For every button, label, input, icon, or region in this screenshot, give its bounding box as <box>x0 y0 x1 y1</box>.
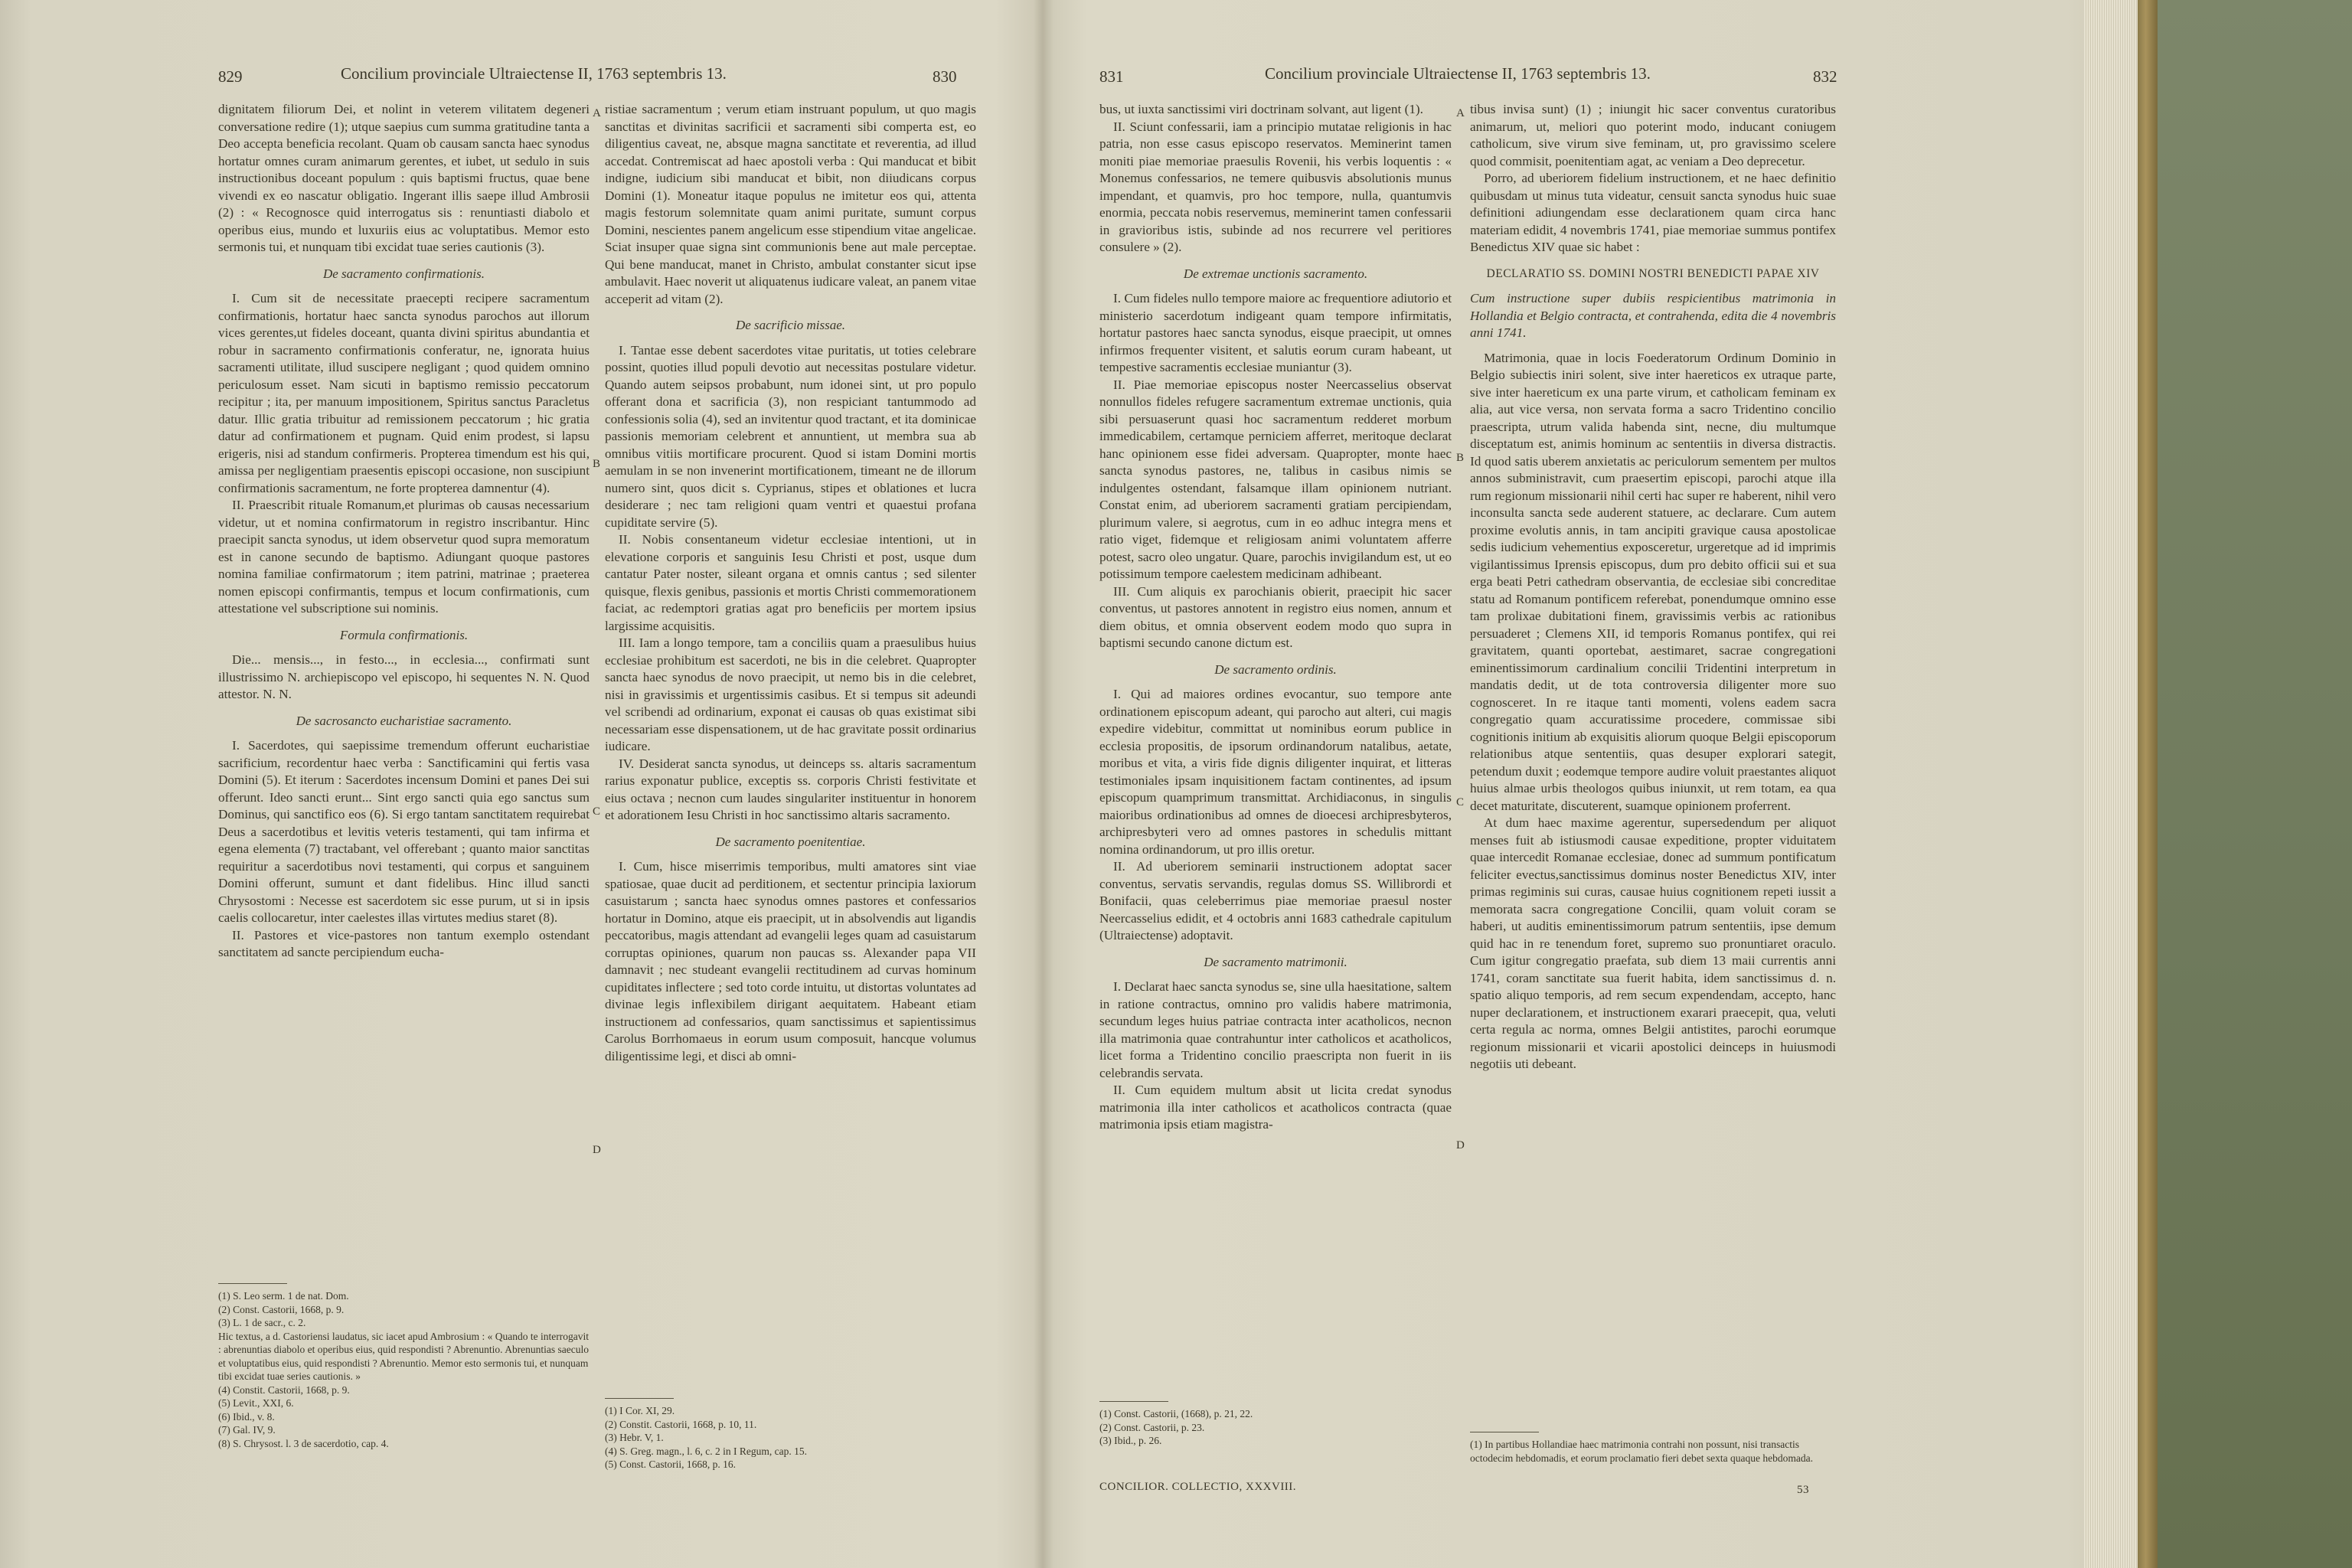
paragraph: IV. Desiderat sancta synodus, ut deinceps ss. altaris sacramentum rarius exponatur publice, exceptis ss. corporis Christi festivitate et eius octava ; necnon cum laudes singulariter instituentur in honorem et adorationem Iesu Christi in hoc sanctissimo altaris sacramento. <box>605 756 976 822</box>
section-heading: De sacramento matrimonii. <box>1204 954 1348 969</box>
page-number: 831 <box>1099 67 1124 86</box>
footnote: (7) Gal. IV, 9. <box>218 1424 276 1436</box>
left-page <box>0 0 1037 1568</box>
footnote-rule <box>605 1398 674 1399</box>
footnote: (3) L. 1 de sacr., c. 2. <box>218 1317 306 1328</box>
footnote-rule <box>218 1283 287 1284</box>
text-column-left <box>218 101 590 962</box>
paragraph: I. Cum sit de necessitate praecepti recipere sacramentum confirmationis, hortatur haec sancta synodus parochos aut illorum vices gerentes,ut fideles doceant, quanta divini spiritus abundantia et robur in sacramento confirmationis conferatur, ne, ignorata huius sacramenti utilitate, illud suscipere negligant ; quod quidem omnino periculosum esset. Nam sicuti in baptismo remissio peccatorum recipitur ; ita, per manuum impositionem, Spiritus sanctus Paracletus datur. Illic gratia tribuitur ad remissionem peccatorum ; hic gratia datur ad confirmationem et pugnam. Quid enim prodest, si lapsu erigeris, nisi ad standum confirmeris. Propterea timendum est his qui, amissa per negligentiam praesentis episcopi occasione, non suscipiunt confirmationis sacramentum, ne forte propterea damnentur (4). <box>218 291 590 495</box>
signature-mark: CONCILIOR. COLLECTIO, XXXVIII. <box>1099 1481 1297 1493</box>
footnote: (1) Const. Castorii, (1668), p. 21, 22. <box>1099 1408 1253 1419</box>
section-heading: De sacramento poenitentiae. <box>715 834 866 849</box>
paragraph: II. Nobis consentaneum videtur ecclesiae intentioni, ut in elevatione corporis et sanguinis Iesu Christi et post, usque dum cantatur Pater noster, sileant organa et omnis cantus ; sed silenter quisque, flexis genibus, passionis et mortis Christi commemorationem faciat, ac redemptori gratias agat pro beneficiis per mortem ipsius largissime acquisitis. <box>605 532 976 633</box>
footnote: Hic textus, a d. Castoriensi laudatus, sic iacet apud Ambrosium : « Quando te interrogavit : abrenuntias diabolo et operibus eius, quid respondisti ? Abrenuntio. Abrenuntias saeculo et voluptatibus eius, quid respondisti ? Abrenuntio. Memor esto sermonis tui, et nunquam tibi excidat tuae series cautionis. » <box>218 1330 590 1382</box>
signature-number: 53 <box>1797 1484 1809 1496</box>
text-column-left <box>1099 101 1452 1134</box>
paragraph: II. Pastores et vice-pastores non tantum exemplo ostendant sanctitatem ad sancte percipiendum eucha- <box>218 927 590 959</box>
footnotes-left <box>1099 1407 1452 1448</box>
footnote: (3) Hebr. V, 1. <box>605 1432 664 1443</box>
page-number: 832 <box>1813 67 1838 86</box>
footnote: (1) S. Leo serm. 1 de nat. Dom. <box>218 1290 349 1302</box>
footnotes-right <box>1470 1438 1836 1465</box>
paragraph: II. Praescribit rituale Romanum,et plurimas ob causas necessarium videtur, ut et nomina confirmatorum in registro inscribantur. Hinc praecipit sancta synodus, ut idem observetur quod supra memoratum est in canone secundo de baptismo. Adiungant quoque pastores nomina familiae confirmatorum ; item patrini, matrinae ; praeterea nomen episcopi confirmantis, tempus et locum confirmationis, cum attestatione vel subscriptione sui nominis. <box>218 498 590 616</box>
text-column-right <box>1470 101 1836 1073</box>
margin-letter: A <box>1456 107 1465 119</box>
footnote: (3) Ibid., p. 26. <box>1099 1435 1162 1446</box>
paragraph: tibus invisa sunt) (1) ; iniungit hic sacer conventus curatoribus animarum, ut, meliori quo poterint modo, inducant coniugem catholicum, sive virum sive feminam, ut, pro gravissimo scelere quod commisit, poenitentiam agat, ac veniam a Deo deprecetur. <box>1470 102 1836 168</box>
paragraph: dignitatem filiorum Dei, et nolint in veterem vilitatem degeneri conversatione redire (1); utque saepius cum summa gratitudine tanta a Deo accepta beneficia recolant. Quam ob causam sancta haec synodus hortatur omnes curam animarum gerentes, et iubet, ut sedulo in suis instructionibus doceant populum : quis baptismi fructus, quae bene vivendi ex eo nascatur obligatio. Ingerant illis saepe illud Ambrosii (2) : « Recognosce quid interrogatus sis : renuntiasti diabolo et operibus eius, mundo et luxuriis eius ac voluptatibus. Memor esto sermonis tui, et nunquam tibi excidat tuae series cautionis (3). <box>218 102 590 254</box>
paragraph: bus, ut iuxta sanctissimi viri doctrinam solvant, aut ligent (1). <box>1099 102 1423 116</box>
margin-letter: C <box>593 805 601 818</box>
footnote: (5) Const. Castorii, 1668, p. 16. <box>605 1459 736 1470</box>
paragraph: I. Cum fideles nullo tempore maiore ac frequentiore adiutorio et ministerio sacerdotum indigeant quam tempore infirmitatis, hortatur pastores haec sancta synodus, eisque praecipit, ut omnes infirmos frequenter visitent, et salutis eorum curam habeant, ut tempestive sacramentis ecclesiae muniantur (3). <box>1099 291 1452 374</box>
margin-letter: C <box>1456 796 1465 808</box>
section-heading: Formula confirmationis. <box>339 627 469 642</box>
footnote: (1) In partibus Hollandiae haec matrimonia contrahi non possunt, nisi transactis octodecim hebdomadis, et eorum proclamatio fieri debet sexta quaque hebdomada. <box>1470 1439 1813 1464</box>
footnotes-right <box>605 1404 976 1472</box>
page-number: 829 <box>218 67 243 86</box>
page-number: 830 <box>933 67 957 86</box>
paragraph: I. Tantae esse debent sacerdotes vitae puritatis, ut toties celebrare possint, quoties illud populi devotio aut necessitas postulare videtur. Quando autem seipsos probabunt, num idonei sint, ut pro populo offerant dona et sacrificia (3), non respiciant tantummodo ad confessionis solia (4), sed an invitentur quod tractant, et ita dominicae passionis memoriam celebrent et annuntient, ut membra sua ab omnibus vitiis mortificare procurent. Quod si istam Domini mortis aemulam in se non invenerint mortificationem, timeant ne de illorum numero sint, quos dicit s. Cyprianus, stipes et oblationes et lucra desiderare ; nec tam religioni quam ventri et quaestui profana cupiditate servire (5). <box>605 342 976 530</box>
page-edges <box>2084 0 2138 1568</box>
footnote: (6) Ibid., v. 8. <box>218 1410 275 1423</box>
footnote: (1) I Cor. XI, 29. <box>605 1405 675 1416</box>
paragraph: Matrimonia, quae in locis Foederatorum Ordinum Dominio in Belgio subiectis iniri solent, sive inter haereticos ex utraque parte, sive inter haereticum ex una parte virum, et catholicam feminam ex alia, aut vice versa, non servata forma a sacro Tridentino concilio praescripta, utrum valida habenda sint, necne, diu multumque disceptatum est, animis hominum ac sententiis in diversa distractis. Id quod satis uberem anxietatis ac periculorum sementem per multos annos subministravit, cum praesertim episcopi, parochi atque illa rum regionum missionarii nihil certi hac super re haberent, nihil vero inconsulta sancta sede auderent statuere, ac declarare. Cum autem proxime evolutis annis, in tam ancipiti gravique causa apostolicae sedis iudicium vehementius exposceretur, urgeretque ad id imprimis vigilantissimus Iprensis episcopus, dum pro debito officii sui et sua erga beati Petri cathedram observantia, de ecclesiae sibi concreditae statu ad Romanum pontificem referebat, ponendumque omnino esse tam prolixae dubitationi finem, gravissimis verbis ac rationibus persuaderet ; Clemens XII, id temporis Romanus pontifex, qui rei gravitatem, quanti oportebat, aestimaret, sacrae congregationi eminentissimorum cardinalium concilii Tridentini interpretum in mandatis dedit, ut de tota controversia diligenter more suo cognosceret. In re itaque tanti momenti, volens eadem sacra congregatio quam accuratissime procedere, commissae sibi cognitionis initium ab exquisitis aliorum quoque Belgii episcoporum relationibus atque sententiis, quas desuper explorari sategit, petendum duxit ; eodemque tempore audire voluit praestantes aliquot huius almae urbis theologos quibus iniunxit, ut rem totam, ea qua decet maturitate, discuterent, suamque opinionem proferrent. <box>1470 350 1836 813</box>
section-heading: De sacramento ordinis. <box>1214 662 1337 677</box>
margin-letter: D <box>593 1144 601 1156</box>
footnote: (2) Const. Castorii, p. 23. <box>1099 1421 1205 1433</box>
paragraph: III. Cum aliquis ex parochianis obierit, praecipit hic sacer conventus, ut pastores annotent in registro eius nomen, annum et diem obitus, et omnia observent eodem modo quo supra in baptismi secundo canone dictum est. <box>1099 583 1452 650</box>
declaration-title: DECLARATIO SS. DOMINI NOSTRI BENEDICTI PAPAE XIV <box>1486 266 1820 280</box>
footnote: (5) Levit., XXI, 6. <box>218 1397 294 1409</box>
footnote: (2) Const. Castorii, 1668, p. 9. <box>218 1303 345 1315</box>
footnote: (4) S. Greg. magn., l. 6, c. 2 in I Regum, cap. 15. <box>605 1445 807 1457</box>
section-heading: De extremae unctionis sacramento. <box>1183 266 1368 281</box>
book-cover <box>2138 0 2158 1568</box>
footnote: (8) S. Chrysost. l. 3 de sacerdotio, cap. 4. <box>218 1437 389 1449</box>
paragraph: II. Piae memoriae episcopus noster Neercasselius observat nonnullos fideles refugere sacramentum extremae unctionis, quia sibi persuaserunt quasi hoc sacramentum redderet morbum immedicabilem, certamque perniciem afferret, meritoque declarat hanc opinionem esse fidei adversam. Quapropter, monte haec sancta synodus pastores, ne, talibus in casibus nimis se indulgentes ostendant, falsamque illam opinionem nutriant. Constat enim, ad uberiorem sacramenti gratiam percipiendam, plurimum valere, si aegrotus, cum in eo adhuc integra mens et ratio viget, fidemque et religiosam animi voluntatem afferre potest, sacro oleo ungatur. Quare, parochis invigilandum est, ut eo potissimum tempore caelestem medicinam adhibeant. <box>1099 377 1452 581</box>
section-heading: De sacrificio missae. <box>735 318 846 332</box>
footnote: (2) Constit. Castorii, 1668, p. 10, 11. <box>605 1418 757 1430</box>
paragraph: Die... mensis..., in festo..., in ecclesia..., confirmati sunt illustrissimo N. archiepiscopo vel episcopo, hi sequentes N. N. Quod attestor. N. N. <box>218 652 590 701</box>
section-heading: De sacramento confirmationis. <box>322 266 485 281</box>
footnotes-left <box>218 1289 590 1450</box>
paragraph: I. Declarat haec sancta synodus se, sine ulla haesitatione, saltem in ratione contractus, omnino pro validis habere matrimonia, secundum leges huius patriae contracta inter acatholicos, necnon illa matrimonia quae contrahuntur inter catholicos et acatholicos, licet forma a Tridentino concilio praescripta non fuerit in iis celebrandis servata. <box>1099 979 1452 1080</box>
footnote: (4) Constit. Castorii, 1668, p. 9. <box>218 1383 350 1396</box>
text-column-right <box>605 101 976 1065</box>
background <box>2158 0 2352 1568</box>
paragraph: III. Iam a longo tempore, tam a conciliis quam a praesulibus huius ecclesiae prohibitum est sacerdoti, ne bis in die celebret. Quapropter sancta haec synodus de novo praecipit, ut nemo bis in die celebret, nisi in gravissimis et urgentissimis casibus. Et si tempus sit adeundi vel scribendi ad ordinarium, exponat ei causas ob quas existimat sibi necessariam esse dispensationem, ut de hac gravitate possit ordinarius iudicare. <box>605 635 976 753</box>
margin-letter: B <box>1456 452 1465 464</box>
paragraph: ristiae sacramentum ; verum etiam instruant populum, ut quo magis sanctitas et divinitas sacrificii et sacramenti sibi comperta est, eo diligentius caveat, ne, absque magna sanctitate et reverentia, ad illud accedat. Contremiscat ad haec apostoli verba : Qui manducat et bibit indigne, iudicium sibi manducat et bibit, non diiudicans corpus Domini (1). Moneatur itaque populus ne imitetur eos qui, attenta magis festorum solemnitate quam animi puritate, sumunt corpus Domini, nescientes panem angelicum esse stipendium vitae angelicae. Sciat insuper quae signa sint communionis bene aut male perceptae. Qui bene manducat, manet in Christo, ambulat constanter sicut ipse ambulavit. Haec noverit ut aliquatenus iudicare valeat, an panem vitae acceperit ad vitam (2). <box>605 102 976 306</box>
paragraph: II. Cum equidem multum absit ut licita credat synodus matrimonia illa inter catholicos et acatholicos contracta (quae matrimonia ipsis etiam magistra- <box>1099 1083 1452 1132</box>
margin-letter: A <box>593 107 601 119</box>
paragraph: II. Ad uberiorem seminarii instructionem adoptat sacer conventus, servatis servandis, regulas domus SS. Willibrordi et Bonifacii, quas celeberrimus piae memoriae praesul noster Neercasselius edidit, et 4 octobris anni 1683 cathedrale capitulum (Ultraiectense) adoptavit. <box>1099 859 1452 942</box>
paragraph: I. Qui ad maiores ordines evocantur, suo tempore ante ordinationem episcopum adeant, qui parocho aut alteri, cui magis expedire videbitur, committat ut nominibus eorum publice in ecclesia propositis, de ipsorum ordinandorum natalibus, aetate, moribus et vita, a viris fide dignis diligenter inquirat, et litteras testimoniales ipsam inquisitionem factam continentes, ad ipsum episcopum quamprimum transmittat. Archidiaconus, in singulis maioribus ordinationibus ad omnes de dioecesi archipresbyteros, archipresbyteri vero ad omnes pastores in schedulis mittant nomina ordinandorum, ut pro illis oretur. <box>1099 687 1452 857</box>
running-header: Concilium provinciale Ultraiectense II, 1763 septembris 13. <box>1265 64 1651 83</box>
running-header: Concilium provinciale Ultraiectense II, 1763 septembris 13. <box>341 64 727 83</box>
section-heading: De sacrosancto eucharistiae sacramento. <box>296 713 512 728</box>
paragraph: I. Cum, hisce miserrimis temporibus, multi amatores sint viae spatiosae, quae ducit ad perditionem, et sectentur principia laxiorum casuistarum ; sancta haec synodus omnes pastores et confessarios hortatur in Domino, atque eis praecipit, ut in absolvendis aut ligandis peccatoribus, magis attendant ad evangelii leges quam ad casuistarum corruptas opiniones, quarum non paucas ss. Alexander papa VII damnavit ; nec studeant evangelii rectitudinem ad curvas hominum cupiditates inflectere ; sed toto corde intuitu, ut distortas voluntates ad divinae legis inflexibilem dirigant aequitatem. Habeant etiam instructionem ad confessarios, quam sanctissimus et sapientissimus Carolus Borrhomaeus in eorum usum composuit, hancque volumus diligentissime legi, et disci ab omni- <box>605 859 976 1063</box>
right-page <box>1050 0 2084 1568</box>
margin-letter: D <box>1456 1139 1465 1152</box>
paragraph: I. Sacerdotes, qui saepissime tremendum offerunt eucharistiae sacrificium, recordentur haec verba : Sanctificamini qui fertis vasa Domini (5). Et iterum : Sacerdotes incensum Domini et panes Dei sui offerunt. Ideo sancti erunt... Sint ergo sancti quia ego sanctus sum Dominus, qui sanctifico eos (6). Si ergo tantam sanctitatem requirebat Deus a sacerdotibus et levitis veteris testamenti, qui tam infirma et egena elementa (7) tractabant, vel offerebant ; quanto maior sanctitas requiritur a sacerdotibus novi testamenti, qui corpus et sanguinem Domini offerunt, sumunt et dant fidelibus. Hinc illud sancti Chrysostomi : Necesse est sacerdotem sic esse purum, ut si in ipsis caelis collocaretur, inter caelestes illas virtutes medius staret (8). <box>218 738 590 925</box>
declaration-subtitle: Cum instructione super dubiis respicientibus matrimonia in Hollandia et Belgio contracta, et contrahenda, edita die 4 novembris anni 1741. <box>1470 291 1836 340</box>
paragraph: At dum haec maxime agerentur, supersedendum per aliquot menses fuit ab istiusmodi causae expeditione, propter viduitatem quae intercedit Romanae ecclesiae, donec ad summum pontificatum feliciter evectus,sanctissimus dominus noster Benedictus XIV, inter primas regiminis sui curas, causae huius cognitionem repeti iussit a memorata sacra congregatione Concilii, quam voluit coram se haberi, ut auditis eminentissimorum patrum sententiis, ipse demum quid hac in re tenendum foret, supremo suo pronuntiaret oraculo. Cum igitur congregatio praefata, sub diem 13 maii currentis anni 1741, coram sanctitate sua fuerit habita, idem sanctissimus d. n. spatio aliquo temporis, ad rem secum expendendam, accepto, hanc nuper declarationem, et instructionem exarari praecepit, qua, veluti certa regula ac norma, omnes Belgii antistites, parochi eorumque regionum missionarii et vicarii apostolici deinceps in huiusmodi negotiis uti debeant. <box>1470 815 1836 1071</box>
paragraph: Porro, ad uberiorem fidelium instructionem, et ne haec definitio quibusdam ut minus tuta videatur, censuit sancta synodus huic suae definitioni adiungendam esse declarationem quam circa hanc materiam edidit, 4 novembris 1741, piae memoriae summus pontifex Benedictus XIV quae sic habet : <box>1470 171 1836 254</box>
footnote-rule <box>1099 1401 1168 1402</box>
paragraph: II. Sciunt confessarii, iam a principio mutatae religionis in hac patria, non esse casus episcopo reservatos. Meminerint tamen moniti piae memoriae praesulis Rovenii, his verbis loquentis : « Monemus confessarios, ne temere quibusvis absolutionis munus impendant, et quamvis, pro hoc tempore, nulla, quantumvis enormia, peccata nobis reservemus, meminerint tamen confessarii in gravioribus istis, subinde ad nos recurrere vel peritiores consulere » (2). <box>1099 119 1452 254</box>
margin-letter: B <box>593 458 601 470</box>
